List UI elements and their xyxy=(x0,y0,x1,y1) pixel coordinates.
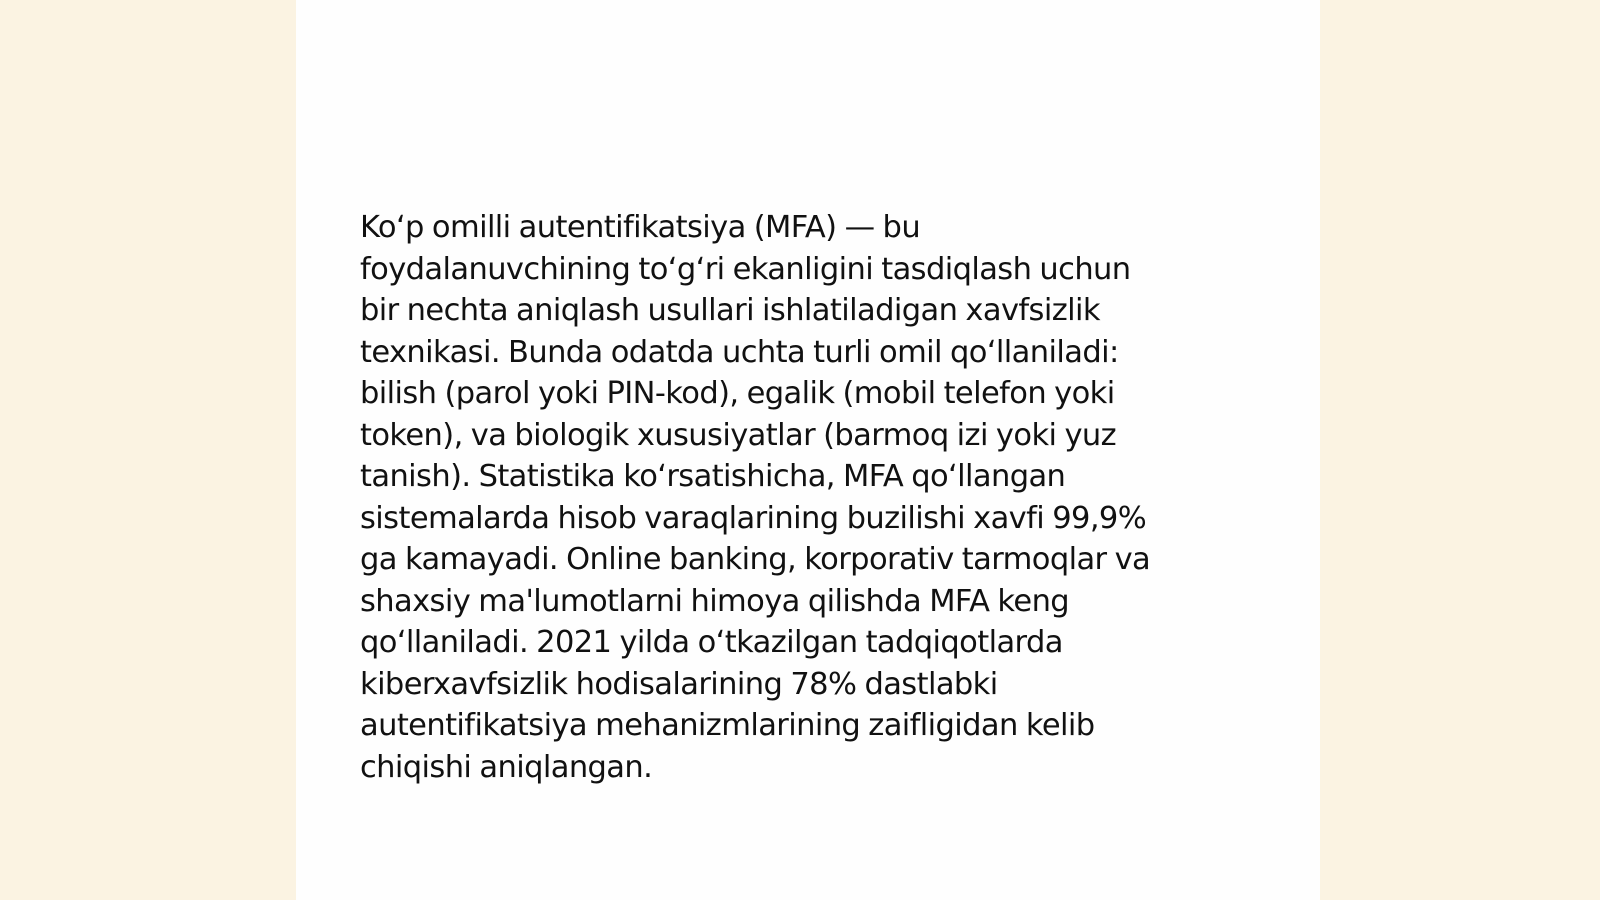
document-page xyxy=(296,0,1320,900)
text-line: texnikasi. Bunda odatda uchta turli omil qoʻllaniladi: xyxy=(360,334,1119,370)
text-line: foydalanuvchining toʻgʻri ekanligini tasdiqlash uchun xyxy=(360,251,1131,287)
paragraph xyxy=(360,207,1260,788)
text-line: qoʻllaniladi. 2021 yilda oʻtkazilgan tadqiqotlarda xyxy=(360,625,1063,660)
text-line: kiberxavfsizlik hodisalarining 78% dastlabki xyxy=(360,666,998,702)
text-line: chiqishi aniqlangan. xyxy=(360,749,653,785)
text-line: bilish (parol yoki PIN-kod), egalik (mobil telefon yoki xyxy=(360,376,1115,411)
text-line: Koʻp omilli autentifikatsiya (MFA) — bu xyxy=(360,210,921,245)
text-line: sistemalarda hisob varaqlarining buzilishi xavfi 99,9% xyxy=(360,500,1147,536)
text-line: ga kamayadi. Online banking, korporativ tarmoqlar va xyxy=(360,542,1151,577)
text-line: bir nechta aniqlash usullari ishlatiladigan xavfsizlik xyxy=(360,293,1100,328)
text-line: shaxsiy ma'lumotlarni himoya qilishda MFA keng xyxy=(360,583,1070,619)
text-line: token), va biologik xususiyatlar (barmoq izi yoki yuz xyxy=(360,417,1117,453)
text-line: tanish). Statistika koʻrsatishicha, MFA qoʻllangan xyxy=(360,459,1066,494)
text-line: autentifikatsiya mehanizmlarining zaifligidan kelib xyxy=(360,708,1095,743)
